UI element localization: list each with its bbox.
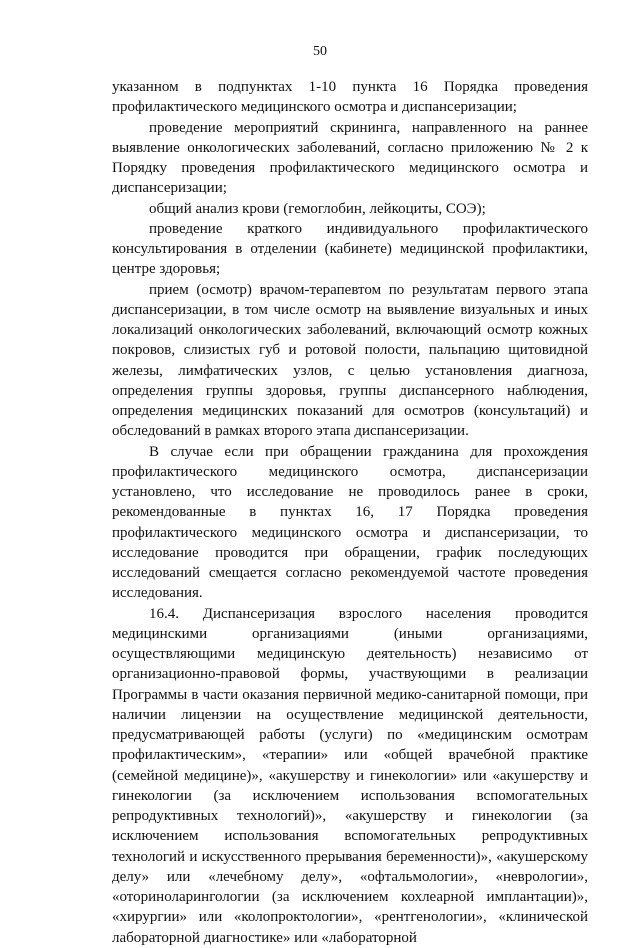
paragraph-section-16-4: 16.4. Диспансеризация взрослого населения проводится медицинскими организациями (иными организациями, осуществляющими медицинскую деятельность) независимо от организационно-правовой формы, участвующими в реализации Программы в части оказания первичной медико-санитарной помощи, при наличии лицензии на осуществление медицинской деятельности, предусматривающей работы (услуги) по «медицинским осмотрам профилактическим», «терапии» или «общей врачебной практике (семейной медицине)», «акушерству и гинекологии» или «акушерству и гинекологии (за исключением использования вспомогательных репродуктивных технологий)», «акушерству и гинекологии (за исключением использования вспомогательных репродуктивных технологий и искусственного прерывания беременности)», «акушерскому делу» или «лечебному делу», «офтальмологии», «неврологии», «оториноларингологии (за исключением кохлеарной имплантации)», «хирургии» или «колопроктологии», «рентгенологии», «клинической лабораторной диагностике» или «лабораторной — [112, 605, 588, 946]
paragraph-continuation: указанном в подпунктах 1-10 пункта 16 Порядка проведения профилактического медицинского осмотра и диспансеризации; — [112, 79, 588, 116]
paragraph-blood-test: общий анализ крови (гемоглобин, лейкоциты, СОЭ); — [149, 200, 486, 217]
page-number: 50 — [313, 44, 327, 59]
paragraph-therapist-exam: прием (осмотр) врачом-терапевтом по результатам первого этапа диспансеризации, в том числе осмотр на выявление визуальных и иных локализаций онкологических заболеваний, включающий осмотр кожных покровов, слизистых губ и ротовой полости, пальпацию щитовидной железы, лимфатических узлов, с целью установления диагноза, определения группы здоровья, группы диспансерного наблюдения, определения медицинских показаний для осмотров (консультаций) и обследований в рамках второго этапа диспансеризации. — [112, 281, 588, 440]
paragraph-consultation: проведение краткого индивидуального профилактического консультирования в отделении (кабинете) медицинской профилактики, центре здоровья; — [112, 220, 588, 278]
document-body — [112, 77, 588, 948]
paragraph-examination-schedule: В случае если при обращении гражданина для прохождения профилактического медицинского осмотра, диспансеризации установлено, что исследование не проводилось ранее в сроки, рекомендованные в пунктах 16, 17 Порядка проведения профилактического медицинского осмотра и диспансеризации, то исследование проводится при обращении, график последующих исследований смещается согласно рекомендуемой частоте проведения исследования. — [112, 443, 588, 602]
paragraph-screening: проведение мероприятий скрининга, направленного на раннее выявление онкологических заболеваний, согласно приложению № 2 к Порядку проведения профилактического медицинского осмотра и диспансеризации; — [112, 119, 588, 197]
